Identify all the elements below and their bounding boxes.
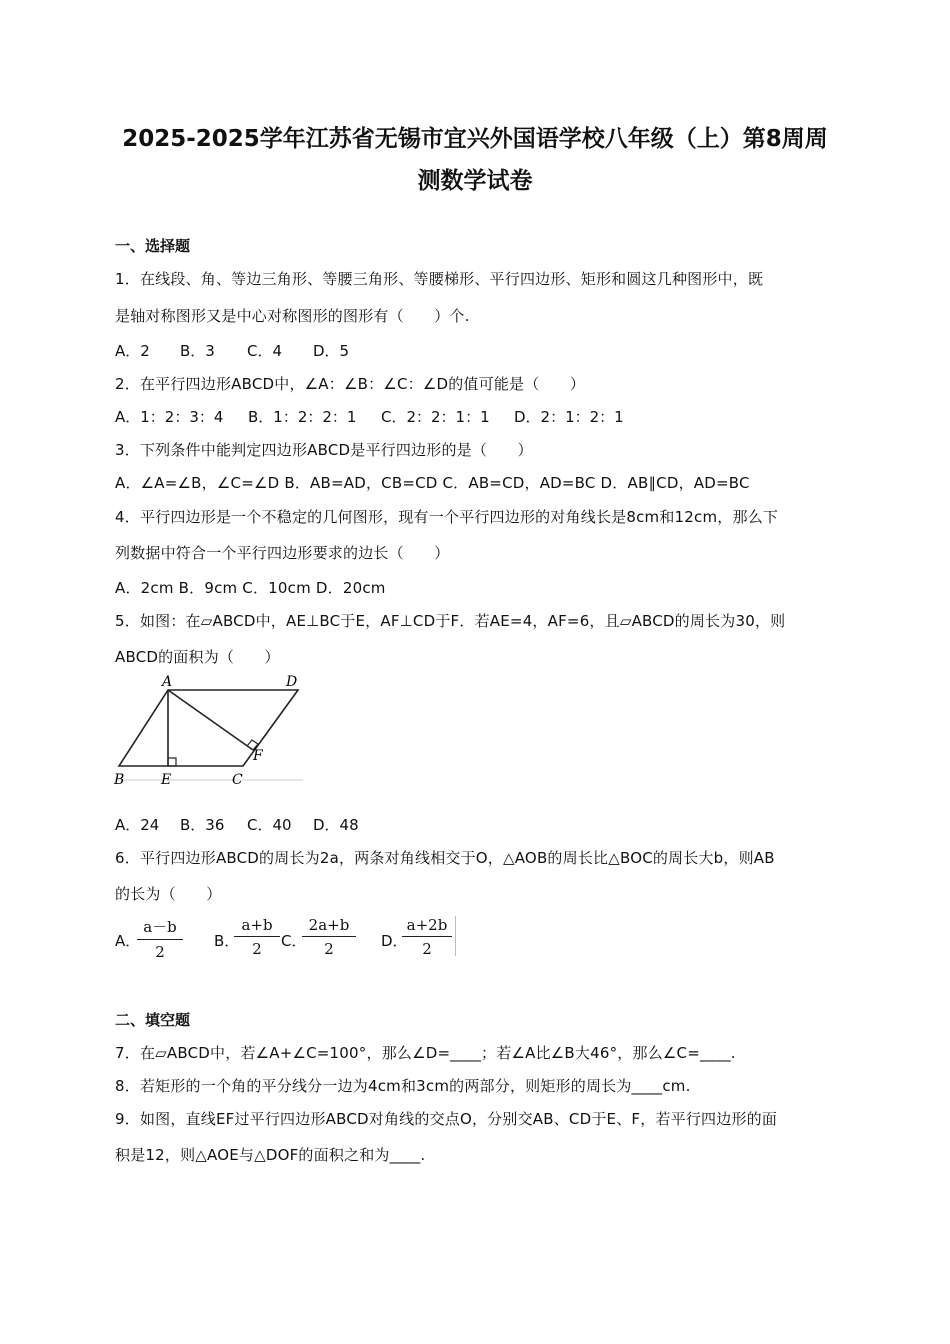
q6-a-denominator: 2 <box>155 943 165 961</box>
q6-b-denominator: 2 <box>252 940 262 958</box>
q5-option-c: C．40 <box>247 816 292 834</box>
q6-option-c-fraction <box>302 916 356 958</box>
q6-d-denominator: 2 <box>422 940 432 958</box>
label-b: B <box>114 772 125 788</box>
title-line-1: 2025-2025学年江苏省无锡市宜兴外国语学校八年级（上）第8周周 <box>122 126 828 152</box>
q2-option-b: B．1：2：2：1 <box>248 408 357 426</box>
q6-text-1: 6．平行四边形ABCD的周长为2a，两条对角线相交于O，△AOB的周长比△BOC的周长大b，则AB <box>115 849 775 867</box>
q1-option-b: B．3 <box>180 342 215 360</box>
q5-text-1: 5．如图：在▱ABCD中，AE⊥BC于E，AF⊥CD于F．若AE=4，AF=6，且▱ABCD的周长为30，则 <box>115 612 786 630</box>
q6-option-b-fraction <box>234 916 280 958</box>
label-a: A <box>162 674 173 690</box>
parallelogram-figure <box>113 672 303 790</box>
q6-option-d-fraction <box>402 916 452 958</box>
label-e: E <box>161 772 172 788</box>
label-c: C <box>232 772 243 788</box>
title-line-2: 测数学试卷 <box>417 168 533 194</box>
q6-a-numerator: a－b <box>137 916 183 940</box>
section-heading-fill-in: 二、填空题 <box>115 1011 191 1029</box>
q3-options: A．∠A=∠B，∠C=∠D B．AB=AD，CB=CD C．AB=CD，AD=BC D．AB∥CD，AD=BC <box>115 474 750 492</box>
q6-c-denominator: 2 <box>324 940 334 958</box>
q1-option-d: D．5 <box>313 342 350 360</box>
label-d: D <box>286 674 298 690</box>
q5-option-a: A．24 <box>115 816 160 834</box>
q6-option-a-label: A． <box>115 932 141 950</box>
q7-text-1: 7．在▱ABCD中，若∠A+∠C=100°，那么∠D=____；若∠A比∠B大46°，那么∠C=____. <box>115 1044 736 1062</box>
q5-option-d: D．48 <box>313 816 359 834</box>
label-f: F <box>253 748 263 764</box>
fraction-edge-divider <box>455 916 456 956</box>
q6-b-numerator: a+b <box>234 916 280 937</box>
q2-text-1: 2．在平行四边形ABCD中，∠A：∠B：∠C：∠D的值可能是（ ） <box>115 375 586 393</box>
q6-option-b-label: B． <box>214 932 240 950</box>
segment-af <box>168 690 253 750</box>
q6-d-numerator: a+2b <box>402 916 452 937</box>
right-angle-mark-e <box>168 758 176 766</box>
q6-option-d-label: D． <box>381 932 408 950</box>
q6-option-c-label: C． <box>281 932 307 950</box>
q3-text-1: 3．下列条件中能判定四边形ABCD是平行四边形的是（ ） <box>115 441 533 459</box>
q1-option-a: A．2 <box>115 342 150 360</box>
q9-text-1: 9．如图，直线EF过平行四边形ABCD对角线的交点O，分别交AB、CD于E、F，若平行四边形的面 <box>115 1110 778 1128</box>
q1-text-1: 1．在线段、角、等边三角形、等腰三角形、等腰梯形、平行四边形、矩形和圆这几种图形中，既 <box>115 270 764 288</box>
q2-option-c: C．2：2：1：1 <box>381 408 490 426</box>
parallelogram-abcd <box>119 690 298 766</box>
q4-text-1: 4．平行四边形是一个不稳定的几何图形，现有一个平行四边形的对角线长是8cm和12cm，那么下 <box>115 508 779 526</box>
section-heading-choice: 一、选择题 <box>115 237 191 255</box>
q6-text-2: 的长为（ ） <box>115 885 222 903</box>
q4-text-2: 列数据中符合一个平行四边形要求的边长（ ） <box>115 544 450 562</box>
q4-options: A．2cm B．9cm C．10cm D．20cm <box>115 579 386 597</box>
q2-option-d: D．2：1：2：1 <box>514 408 624 426</box>
q5-option-b: B．36 <box>180 816 225 834</box>
q1-option-c: C．4 <box>247 342 283 360</box>
q6-c-numerator: 2a+b <box>302 916 356 937</box>
q2-option-a: A．1：2：3：4 <box>115 408 224 426</box>
q5-text-2: ABCD的面积为（ ） <box>115 648 280 666</box>
q9-text-2: 积是12，则△AOE与△DOF的面积之和为____. <box>115 1146 426 1164</box>
page-title <box>100 118 850 202</box>
q1-text-2: 是轴对称图形又是中心对称图形的图形有（ ）个. <box>115 307 470 325</box>
q8-text-1: 8．若矩形的一个角的平分线分一边为4cm和3cm的两部分，则矩形的周长为____cm. <box>115 1077 691 1095</box>
q6-option-a-fraction <box>137 916 183 961</box>
